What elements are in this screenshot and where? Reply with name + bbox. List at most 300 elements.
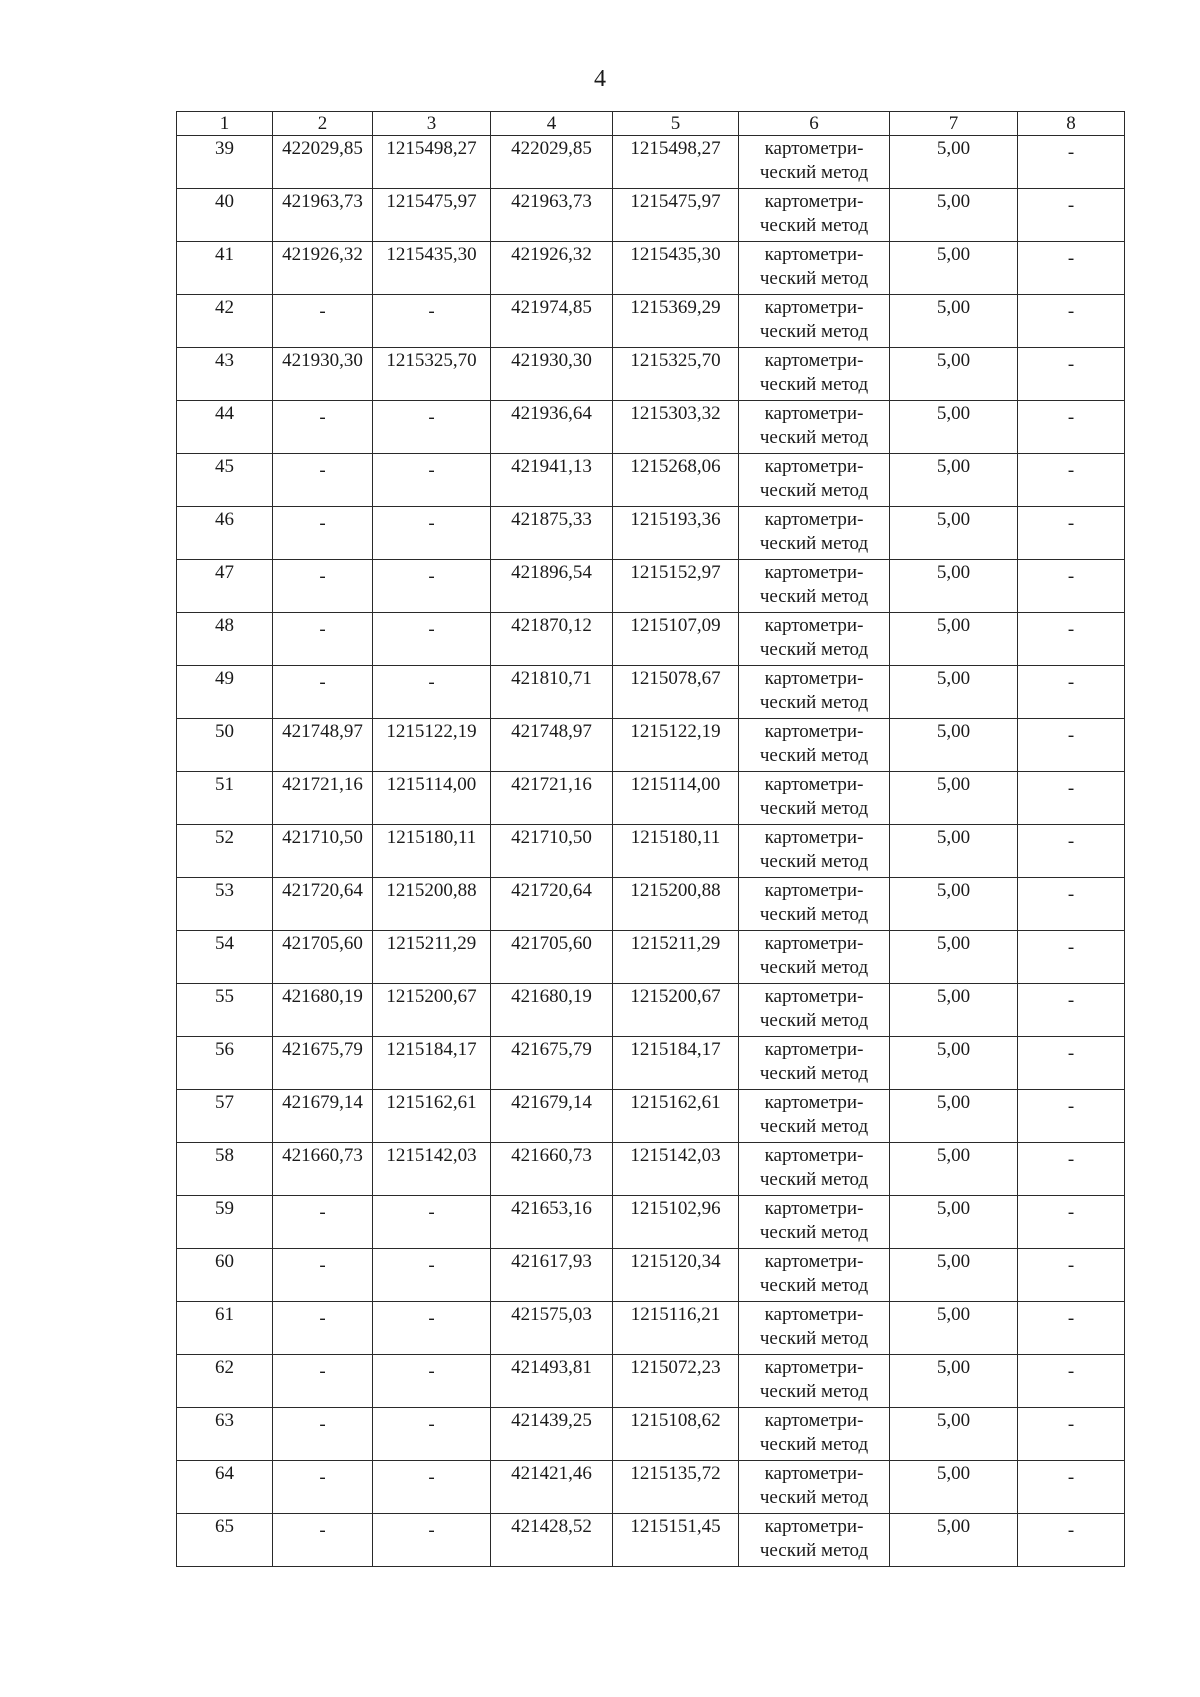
cell-new-y: 1215162,61 — [613, 1090, 739, 1143]
cell-old-x — [273, 401, 373, 454]
cell-old-x — [273, 1355, 373, 1408]
method-line: ческий метод — [759, 1328, 869, 1349]
cell-point-number: 58 — [177, 1143, 273, 1196]
cell-description — [1018, 1514, 1125, 1567]
cell-point-number: 48 — [177, 613, 273, 666]
method-line: картометри- — [764, 1357, 864, 1378]
cell-new-x: 421896,54 — [491, 560, 613, 613]
method-line: картометри- — [764, 297, 864, 318]
cell-new-x: 421748,97 — [491, 719, 613, 772]
method-line: картометри- — [764, 456, 864, 477]
cell-new-y: 1215078,67 — [613, 666, 739, 719]
cell-method — [739, 454, 890, 507]
cell-method — [739, 242, 890, 295]
cell-new-x: 421720,64 — [491, 878, 613, 931]
table-row — [177, 666, 1125, 719]
method-line: ческий метод — [759, 692, 869, 713]
cell-old-x — [273, 1514, 373, 1567]
table-row — [177, 772, 1125, 825]
cell-accuracy: 5,00 — [890, 560, 1018, 613]
cell-method — [739, 613, 890, 666]
cell-new-y: 1215475,97 — [613, 189, 739, 242]
dash-mark: - — [1067, 1361, 1075, 1382]
cell-new-y: 1215184,17 — [613, 1037, 739, 1090]
method-line: ческий метод — [759, 1116, 869, 1137]
cell-old-x — [273, 454, 373, 507]
cell-method — [739, 878, 890, 931]
cell-description — [1018, 931, 1125, 984]
header-col-4: 4 — [491, 112, 613, 136]
cell-old-y: 1215475,97 — [373, 189, 491, 242]
cell-new-y: 1215268,06 — [613, 454, 739, 507]
cell-point-number: 63 — [177, 1408, 273, 1461]
table-row — [177, 1196, 1125, 1249]
cell-point-number: 49 — [177, 666, 273, 719]
method-line: ческий метод — [759, 533, 869, 554]
table-row — [177, 1355, 1125, 1408]
header-col-1: 1 — [177, 112, 273, 136]
method-line: картометри- — [764, 1304, 864, 1325]
cell-new-x: 421930,30 — [491, 348, 613, 401]
cell-new-x: 421721,16 — [491, 772, 613, 825]
cell-method — [739, 1355, 890, 1408]
cell-new-x: 421575,03 — [491, 1302, 613, 1355]
cell-description — [1018, 189, 1125, 242]
method-line: ческий метод — [759, 957, 869, 978]
dash-mark: - — [428, 513, 435, 534]
method-line: картометри- — [764, 350, 864, 371]
dash-mark: - — [1067, 1255, 1075, 1276]
method-line: картометри- — [764, 1092, 864, 1113]
cell-description — [1018, 613, 1125, 666]
cell-accuracy: 5,00 — [890, 1143, 1018, 1196]
cell-method — [739, 719, 890, 772]
cell-description — [1018, 1037, 1125, 1090]
dash-mark: - — [428, 1255, 435, 1276]
method-line: ческий метод — [759, 745, 869, 766]
cell-new-y: 1215122,19 — [613, 719, 739, 772]
cell-point-number: 62 — [177, 1355, 273, 1408]
cell-new-x: 421679,14 — [491, 1090, 613, 1143]
cell-old-y — [373, 1302, 491, 1355]
cell-method — [739, 1037, 890, 1090]
cell-new-x: 421428,52 — [491, 1514, 613, 1567]
cell-accuracy: 5,00 — [890, 401, 1018, 454]
cell-new-x: 421710,50 — [491, 825, 613, 878]
table-row — [177, 1143, 1125, 1196]
cell-new-x: 421926,32 — [491, 242, 613, 295]
dash-mark: - — [319, 566, 326, 587]
dash-mark: - — [1067, 1467, 1075, 1488]
method-line: ческий метод — [759, 1010, 869, 1031]
cell-new-y: 1215435,30 — [613, 242, 739, 295]
cell-point-number: 54 — [177, 931, 273, 984]
method-line: ческий метод — [759, 586, 869, 607]
method-line: ческий метод — [759, 321, 869, 342]
header-col-7: 7 — [890, 112, 1018, 136]
cell-new-y: 1215369,29 — [613, 295, 739, 348]
cell-old-x — [273, 666, 373, 719]
cell-old-y: 1215211,29 — [373, 931, 491, 984]
coordinates-table — [176, 111, 1125, 1567]
dash-mark: - — [1067, 513, 1075, 534]
cell-description — [1018, 666, 1125, 719]
cell-description — [1018, 242, 1125, 295]
cell-description — [1018, 1302, 1125, 1355]
method-line: ческий метод — [759, 268, 869, 289]
cell-point-number: 41 — [177, 242, 273, 295]
cell-new-x: 421705,60 — [491, 931, 613, 984]
cell-accuracy: 5,00 — [890, 454, 1018, 507]
cell-old-y — [373, 507, 491, 560]
table-row — [177, 1302, 1125, 1355]
method-line: ческий метод — [759, 1063, 869, 1084]
table-row — [177, 189, 1125, 242]
cell-new-x: 421660,73 — [491, 1143, 613, 1196]
cell-description — [1018, 1143, 1125, 1196]
cell-new-x: 421493,81 — [491, 1355, 613, 1408]
cell-accuracy: 5,00 — [890, 242, 1018, 295]
cell-method — [739, 1514, 890, 1567]
dash-mark: - — [319, 407, 326, 428]
cell-description — [1018, 560, 1125, 613]
dash-mark: - — [1067, 1202, 1075, 1223]
cell-old-y — [373, 613, 491, 666]
cell-point-number: 39 — [177, 136, 273, 189]
dash-mark: - — [1067, 831, 1075, 852]
cell-accuracy: 5,00 — [890, 348, 1018, 401]
cell-new-y: 1215135,72 — [613, 1461, 739, 1514]
table-row — [177, 1249, 1125, 1302]
cell-description — [1018, 454, 1125, 507]
cell-old-y: 1215122,19 — [373, 719, 491, 772]
cell-old-x — [273, 1408, 373, 1461]
cell-method — [739, 507, 890, 560]
cell-new-x: 421810,71 — [491, 666, 613, 719]
cell-accuracy: 5,00 — [890, 1355, 1018, 1408]
cell-description — [1018, 348, 1125, 401]
cell-new-y: 1215102,96 — [613, 1196, 739, 1249]
cell-method — [739, 931, 890, 984]
cell-new-x: 421941,13 — [491, 454, 613, 507]
method-line: картометри- — [764, 1145, 864, 1166]
cell-point-number: 50 — [177, 719, 273, 772]
cell-method — [739, 1196, 890, 1249]
cell-accuracy: 5,00 — [890, 1408, 1018, 1461]
method-line: картометри- — [764, 774, 864, 795]
method-line: ческий метод — [759, 904, 869, 925]
cell-new-y: 1215498,27 — [613, 136, 739, 189]
table-row — [177, 295, 1125, 348]
cell-description — [1018, 1196, 1125, 1249]
cell-new-y: 1215142,03 — [613, 1143, 739, 1196]
dash-mark: - — [319, 1520, 326, 1541]
cell-old-y — [373, 401, 491, 454]
dash-mark: - — [319, 301, 326, 322]
cell-new-y: 1215193,36 — [613, 507, 739, 560]
cell-new-y: 1215151,45 — [613, 1514, 739, 1567]
table-row — [177, 1514, 1125, 1567]
cell-old-y — [373, 666, 491, 719]
cell-old-y: 1215180,11 — [373, 825, 491, 878]
dash-mark: - — [319, 1467, 326, 1488]
method-line: ческий метод — [759, 851, 869, 872]
method-line: ческий метод — [759, 798, 869, 819]
cell-new-y: 1215211,29 — [613, 931, 739, 984]
table-row — [177, 719, 1125, 772]
method-line: ческий метод — [759, 1487, 869, 1508]
dash-mark: - — [428, 619, 435, 640]
table-row — [177, 613, 1125, 666]
dash-mark: - — [428, 407, 435, 428]
table-header — [177, 112, 1125, 136]
dash-mark: - — [319, 672, 326, 693]
cell-new-x: 421675,79 — [491, 1037, 613, 1090]
dash-mark: - — [1067, 1308, 1075, 1329]
cell-old-x: 421660,73 — [273, 1143, 373, 1196]
dash-mark: - — [1067, 937, 1075, 958]
dash-mark: - — [1067, 407, 1075, 428]
cell-old-x — [273, 507, 373, 560]
cell-new-y: 1215107,09 — [613, 613, 739, 666]
method-line: картометри- — [764, 191, 864, 212]
cell-description — [1018, 1408, 1125, 1461]
cell-new-y: 1215108,62 — [613, 1408, 739, 1461]
cell-accuracy: 5,00 — [890, 1196, 1018, 1249]
cell-method — [739, 136, 890, 189]
cell-old-x: 421710,50 — [273, 825, 373, 878]
cell-new-y: 1215120,34 — [613, 1249, 739, 1302]
cell-accuracy: 5,00 — [890, 613, 1018, 666]
method-line: картометри- — [764, 827, 864, 848]
dash-mark: - — [1067, 460, 1075, 481]
cell-new-y: 1215152,97 — [613, 560, 739, 613]
cell-old-x: 421680,19 — [273, 984, 373, 1037]
cell-description — [1018, 401, 1125, 454]
cell-method — [739, 348, 890, 401]
table-row — [177, 1090, 1125, 1143]
method-line: ческий метод — [759, 162, 869, 183]
cell-point-number: 51 — [177, 772, 273, 825]
cell-point-number: 43 — [177, 348, 273, 401]
cell-new-x: 421653,16 — [491, 1196, 613, 1249]
cell-old-x: 421748,97 — [273, 719, 373, 772]
cell-description — [1018, 1461, 1125, 1514]
cell-accuracy: 5,00 — [890, 1249, 1018, 1302]
dash-mark: - — [1067, 195, 1075, 216]
cell-description — [1018, 295, 1125, 348]
dash-mark: - — [428, 1467, 435, 1488]
method-line: картометри- — [764, 933, 864, 954]
method-line: ческий метод — [759, 215, 869, 236]
cell-description — [1018, 719, 1125, 772]
cell-old-x: 422029,85 — [273, 136, 373, 189]
cell-method — [739, 1461, 890, 1514]
cell-old-y — [373, 1249, 491, 1302]
cell-new-y: 1215200,67 — [613, 984, 739, 1037]
cell-new-x: 421963,73 — [491, 189, 613, 242]
dash-mark: - — [1067, 725, 1075, 746]
cell-new-x: 421439,25 — [491, 1408, 613, 1461]
cell-old-y — [373, 454, 491, 507]
method-line: картометри- — [764, 668, 864, 689]
table-row — [177, 1037, 1125, 1090]
dash-mark: - — [319, 1414, 326, 1435]
cell-old-x — [273, 295, 373, 348]
cell-point-number: 44 — [177, 401, 273, 454]
method-line: картометри- — [764, 721, 864, 742]
cell-old-y — [373, 1355, 491, 1408]
cell-method — [739, 295, 890, 348]
dash-mark: - — [319, 460, 326, 481]
method-line: картометри- — [764, 244, 864, 265]
page-number: 4 — [594, 66, 606, 92]
table-row — [177, 984, 1125, 1037]
header-col-6: 6 — [739, 112, 890, 136]
cell-accuracy: 5,00 — [890, 1037, 1018, 1090]
method-line: ческий метод — [759, 374, 869, 395]
dash-mark: - — [1067, 990, 1075, 1011]
dash-mark: - — [1067, 1096, 1075, 1117]
cell-old-x: 421963,73 — [273, 189, 373, 242]
dash-mark: - — [319, 1361, 326, 1382]
table-body — [177, 136, 1125, 1567]
header-col-2: 2 — [273, 112, 373, 136]
dash-mark: - — [428, 566, 435, 587]
cell-old-y: 1215162,61 — [373, 1090, 491, 1143]
cell-old-y — [373, 1514, 491, 1567]
cell-old-x: 421721,16 — [273, 772, 373, 825]
table-row — [177, 136, 1125, 189]
dash-mark: - — [428, 672, 435, 693]
method-line: картометри- — [764, 509, 864, 530]
table-row — [177, 931, 1125, 984]
method-line: картометри- — [764, 138, 864, 159]
cell-method — [739, 401, 890, 454]
dash-mark: - — [1067, 884, 1075, 905]
method-line: ческий метод — [759, 1381, 869, 1402]
cell-point-number: 57 — [177, 1090, 273, 1143]
cell-old-y: 1215200,88 — [373, 878, 491, 931]
method-line: ческий метод — [759, 1169, 869, 1190]
cell-old-x — [273, 1196, 373, 1249]
dash-mark: - — [1067, 1149, 1075, 1170]
method-line: ческий метод — [759, 427, 869, 448]
method-line: картометри- — [764, 1410, 864, 1431]
table-row — [177, 1408, 1125, 1461]
cell-point-number: 65 — [177, 1514, 273, 1567]
cell-old-x — [273, 613, 373, 666]
cell-old-y: 1215435,30 — [373, 242, 491, 295]
method-line: ческий метод — [759, 1540, 869, 1561]
cell-new-x: 421617,93 — [491, 1249, 613, 1302]
cell-old-y — [373, 1196, 491, 1249]
cell-old-x — [273, 1302, 373, 1355]
dash-mark: - — [1067, 248, 1075, 269]
method-line: картометри- — [764, 986, 864, 1007]
cell-accuracy: 5,00 — [890, 984, 1018, 1037]
cell-accuracy: 5,00 — [890, 666, 1018, 719]
cell-point-number: 42 — [177, 295, 273, 348]
cell-old-x: 421705,60 — [273, 931, 373, 984]
cell-old-y: 1215142,03 — [373, 1143, 491, 1196]
cell-new-y: 1215200,88 — [613, 878, 739, 931]
method-line: ческий метод — [759, 1222, 869, 1243]
table-row — [177, 401, 1125, 454]
method-line: картометри- — [764, 1198, 864, 1219]
cell-point-number: 53 — [177, 878, 273, 931]
method-line: картометри- — [764, 562, 864, 583]
dash-mark: - — [428, 1414, 435, 1435]
dash-mark: - — [319, 1202, 326, 1223]
method-line: картометри- — [764, 1251, 864, 1272]
dash-mark: - — [319, 619, 326, 640]
table-row — [177, 878, 1125, 931]
cell-accuracy: 5,00 — [890, 507, 1018, 560]
cell-new-y: 1215325,70 — [613, 348, 739, 401]
cell-new-y: 1215114,00 — [613, 772, 739, 825]
dash-mark: - — [1067, 672, 1075, 693]
dash-mark: - — [428, 1202, 435, 1223]
cell-old-x: 421675,79 — [273, 1037, 373, 1090]
cell-method — [739, 825, 890, 878]
table-row — [177, 454, 1125, 507]
cell-point-number: 55 — [177, 984, 273, 1037]
cell-accuracy: 5,00 — [890, 1461, 1018, 1514]
dash-mark: - — [1067, 142, 1075, 163]
cell-point-number: 52 — [177, 825, 273, 878]
cell-old-x: 421926,32 — [273, 242, 373, 295]
method-line: ческий метод — [759, 639, 869, 660]
cell-description — [1018, 984, 1125, 1037]
dash-mark: - — [1067, 778, 1075, 799]
cell-method — [739, 1302, 890, 1355]
dash-mark: - — [1067, 1043, 1075, 1064]
cell-accuracy: 5,00 — [890, 295, 1018, 348]
method-line: картометри- — [764, 880, 864, 901]
header-col-5: 5 — [613, 112, 739, 136]
cell-point-number: 56 — [177, 1037, 273, 1090]
cell-point-number: 47 — [177, 560, 273, 613]
cell-accuracy: 5,00 — [890, 189, 1018, 242]
cell-method — [739, 1408, 890, 1461]
method-line: картометри- — [764, 403, 864, 424]
dash-mark: - — [1067, 1520, 1075, 1541]
table-row — [177, 1461, 1125, 1514]
cell-old-y — [373, 1461, 491, 1514]
table-row — [177, 242, 1125, 295]
cell-old-y: 1215498,27 — [373, 136, 491, 189]
cell-old-x: 421679,14 — [273, 1090, 373, 1143]
cell-method — [739, 1143, 890, 1196]
cell-method — [739, 560, 890, 613]
cell-new-y: 1215303,32 — [613, 401, 739, 454]
cell-accuracy: 5,00 — [890, 878, 1018, 931]
cell-old-y: 1215325,70 — [373, 348, 491, 401]
cell-description — [1018, 507, 1125, 560]
cell-accuracy: 5,00 — [890, 825, 1018, 878]
cell-accuracy: 5,00 — [890, 1302, 1018, 1355]
cell-old-y — [373, 560, 491, 613]
dash-mark: - — [319, 1255, 326, 1276]
dash-mark: - — [428, 1308, 435, 1329]
cell-new-x: 421680,19 — [491, 984, 613, 1037]
table-row — [177, 560, 1125, 613]
method-line: картометри- — [764, 1463, 864, 1484]
cell-old-y: 1215114,00 — [373, 772, 491, 825]
dash-mark: - — [1067, 354, 1075, 375]
cell-method — [739, 1090, 890, 1143]
